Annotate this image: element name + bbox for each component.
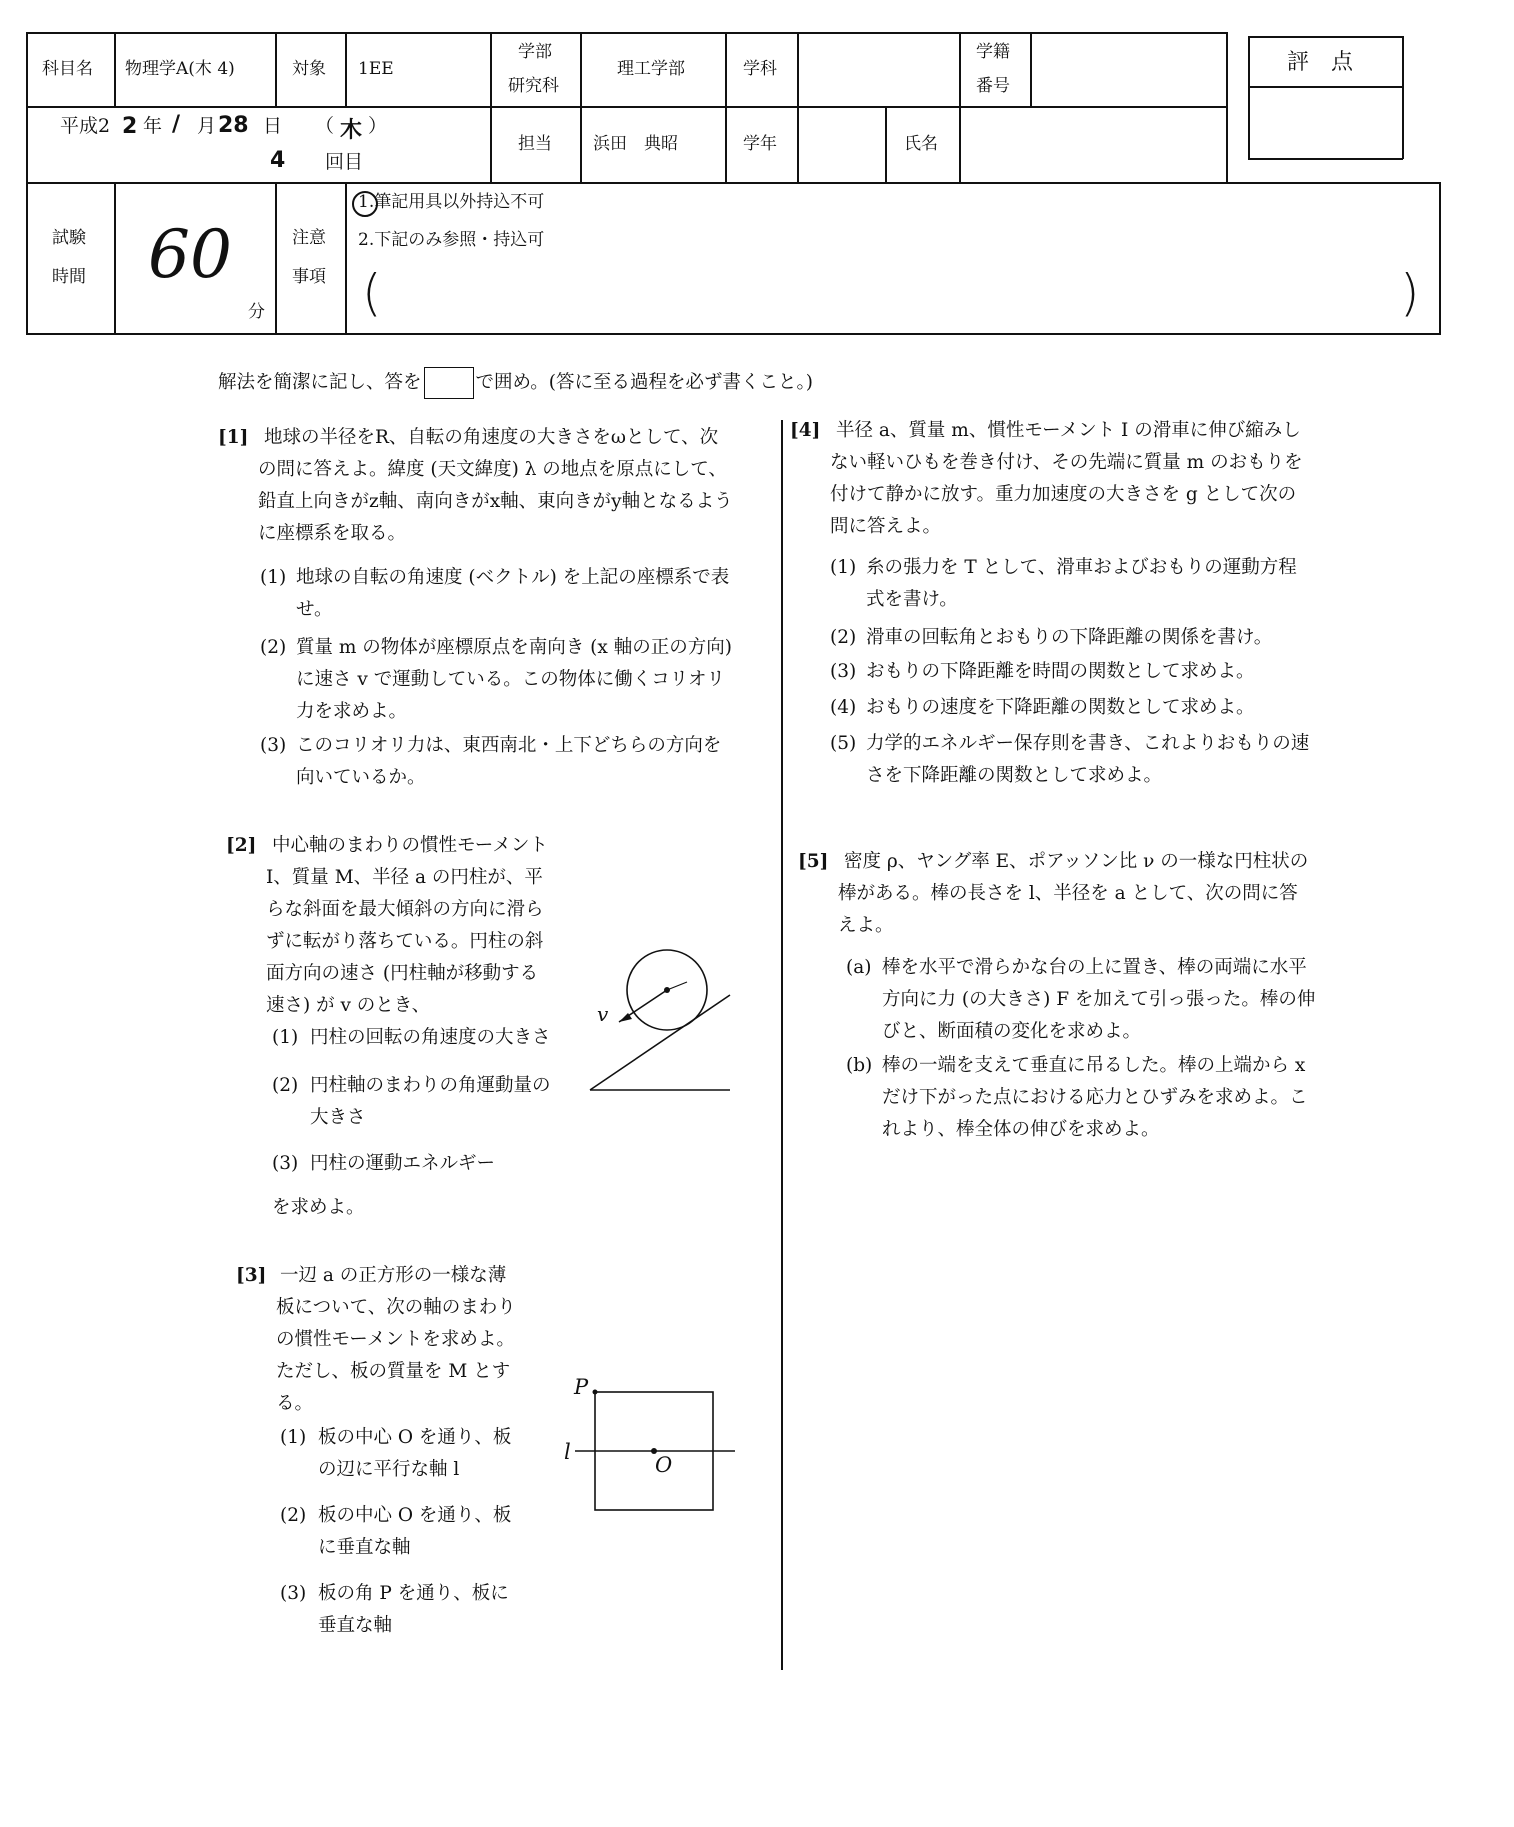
question-2: 滑車の回転角とおもりの下降距離の関係を書け。 xyxy=(866,627,1273,648)
weekday-open: （ xyxy=(315,115,335,137)
weekday-hand: 木 xyxy=(340,118,363,143)
weekday-close: ） xyxy=(368,115,388,137)
center-O-label: O xyxy=(655,1453,673,1477)
question-3: おもりの下降距離を時間の関数として求めよ。 xyxy=(866,661,1255,682)
problem-body: 一辺 a の正方形の一様な薄板について、次の軸のまわりの慣性モーメントを求めよ。ただし、板の質量を M とする。 xyxy=(276,1265,516,1414)
problem-tail: を求めよ。 xyxy=(272,1197,365,1218)
question-1: 糸の張力を T として、滑車およびおもりの運動方程式を書け。 xyxy=(866,557,1297,610)
question-5: 力学的エネルギー保存則を書き、これよりおもりの速さを下降距離の関数として求めよ。 xyxy=(866,733,1310,786)
bracket-open: ( xyxy=(362,264,382,322)
question-3: このコリオリ力は、東西南北・上下どちらの方向を向いているか。 xyxy=(296,735,722,788)
date-day-hand: 28 xyxy=(218,113,249,138)
instruction-after: で囲め。(答に至る過程を必ず書くこと。) xyxy=(475,372,813,393)
date-year-hand: 2 xyxy=(122,114,138,139)
date-prefix: 平成2 xyxy=(60,115,111,137)
velocity-label: v xyxy=(597,1002,609,1026)
incline-line xyxy=(590,995,730,1090)
problem-number: [4] xyxy=(790,420,821,441)
question-number: (5) xyxy=(830,733,857,754)
question-number: (4) xyxy=(830,697,857,718)
question-number: (3) xyxy=(830,661,857,682)
notes-label-2: 事項 xyxy=(292,267,326,287)
problem-body: 中心軸のまわりの慣性モーメント I、質量 M、半径 a の円柱が、平らな斜面を最大傾斜の方向に滑らずに転がり落ちている。円柱の斜面方向の速さ (円柱軸が移動する速さ) が v のとき、 xyxy=(266,835,548,1016)
question-1: 円柱の回転の角速度の大きさ xyxy=(310,1027,551,1048)
score-label: 評 点 xyxy=(1287,50,1354,75)
problem-number: [2] xyxy=(226,835,257,856)
question-4: おもりの速度を下降距離の関数として求めよ。 xyxy=(866,697,1255,718)
question-number: (b) xyxy=(846,1055,873,1076)
department-label: 学科 xyxy=(743,59,777,79)
question-number: (a) xyxy=(846,957,872,978)
axis-l-label: l xyxy=(564,1440,571,1464)
question-a: 棒を水平で滑らかな台の上に置き、棒の両端に水平方向に力 (の大きさ) F を加えて引っ張った。棒の伸びと、断面積の変化を求めよ。 xyxy=(882,957,1316,1042)
note-1-circle-mark xyxy=(352,191,378,217)
radius-line xyxy=(667,982,687,990)
date-month-hand: / xyxy=(172,112,181,137)
exam-time-hand: 60 xyxy=(148,216,232,293)
student-id-label: 学籍 xyxy=(976,42,1010,62)
problem-number: [3] xyxy=(236,1265,267,1286)
notes-label: 注意 xyxy=(292,228,326,248)
faculty-label: 学部 xyxy=(518,42,552,62)
instruction-line xyxy=(218,367,813,399)
corner-P-dot xyxy=(593,1390,598,1395)
question-number: (3) xyxy=(280,1583,307,1604)
faculty-label-2: 研究科 xyxy=(508,76,559,96)
question-number: (2) xyxy=(280,1505,307,1526)
note-2: 2.下記のみ参照・持込可 xyxy=(358,230,545,250)
subject-value: 物理学A(木 4) xyxy=(125,59,235,79)
question-2: 質量 m の物体が座標原点を南向き (x 軸の正の方向) に速さ v で運動している。この物体に働くコリオリ力を求めよ。 xyxy=(296,637,732,722)
question-number: (2) xyxy=(260,637,287,658)
problem-body: 地球の半径をR、自転の角速度の大きさをωとして、次の問に答えよ。緯度 (天文緯度) λ の地点を原点にして、鉛直上向きがz軸、南向きがx軸、東向きがy軸となるように座標系を取る。 xyxy=(258,427,733,544)
answer-box-sample xyxy=(424,367,474,399)
bracket-close: ) xyxy=(1400,264,1420,322)
date-nichi: 日 xyxy=(263,115,283,137)
grade-label: 学年 xyxy=(743,134,777,154)
question-number: (1) xyxy=(260,567,287,588)
question-1: 板の中心 O を通り、板の辺に平行な軸 l xyxy=(318,1427,512,1480)
problem-body: 半径 a、質量 m、慣性モーメント I の滑車に伸び縮みしない軽いひもを巻き付け、その先端に質量 m のおもりを付けて静かに放す。重力加速度の大きさを g として次の問に答えよ。 xyxy=(830,420,1303,537)
faculty-value: 理工学部 xyxy=(617,59,685,79)
rolling-cylinder-figure xyxy=(585,940,745,1100)
question-number: (2) xyxy=(830,627,857,648)
session-hand: 4 xyxy=(270,148,286,173)
column-divider xyxy=(781,420,783,1670)
teacher-value: 浜田 典昭 xyxy=(593,134,678,154)
name-label: 氏名 xyxy=(904,134,938,154)
question-3: 円柱の運動エネルギー xyxy=(310,1153,496,1174)
question-3: 板の角 P を通り、板に垂直な軸 xyxy=(318,1583,509,1636)
date-gatsu: 月 xyxy=(197,115,217,137)
question-number: (3) xyxy=(272,1153,299,1174)
subject-label: 科目名 xyxy=(42,59,93,79)
student-id-label-2: 番号 xyxy=(976,76,1010,96)
note-1: 1.筆記用具以外持込不可 xyxy=(358,192,545,212)
exam-time-unit: 分 xyxy=(248,302,265,322)
question-number: (1) xyxy=(830,557,857,578)
question-2: 円柱軸のまわりの角運動量の大きさ xyxy=(310,1075,551,1128)
exam-time-label-2: 時間 xyxy=(52,267,86,287)
target-label: 対象 xyxy=(292,59,326,79)
problem-number: [5] xyxy=(798,851,829,872)
target-value: 1EE xyxy=(358,59,394,79)
square-plate-figure xyxy=(565,1380,745,1520)
question-number: (2) xyxy=(272,1075,299,1096)
question-number: (1) xyxy=(280,1427,307,1448)
date-nen: 年 xyxy=(143,115,163,137)
corner-P-label: P xyxy=(574,1375,589,1399)
instruction-before: 解法を簡潔に記し、答を xyxy=(218,372,422,393)
teacher-label: 担当 xyxy=(518,134,552,154)
exam-time-label: 試験 xyxy=(52,228,86,248)
question-2: 板の中心 O を通り、板に垂直な軸 xyxy=(318,1505,512,1558)
question-1: 地球の自転の角速度 (ベクトル) を上記の座標系で表せ。 xyxy=(296,567,730,620)
session-label: 回目 xyxy=(325,151,364,173)
question-number: (1) xyxy=(272,1027,299,1048)
question-number: (3) xyxy=(260,735,287,756)
problem-body: 密度 ρ、ヤング率 E、ポアッソン比 ν の一様な円柱状の棒がある。棒の長さを l、半径を a として、次の問に答えよ。 xyxy=(838,851,1309,936)
problem-number: [1] xyxy=(218,427,249,448)
question-b: 棒の一端を支えて垂直に吊るした。棒の上端から x だけ下がった点における応力とひずみを求めよ。これより、棒全体の伸びを求めよ。 xyxy=(882,1055,1308,1140)
